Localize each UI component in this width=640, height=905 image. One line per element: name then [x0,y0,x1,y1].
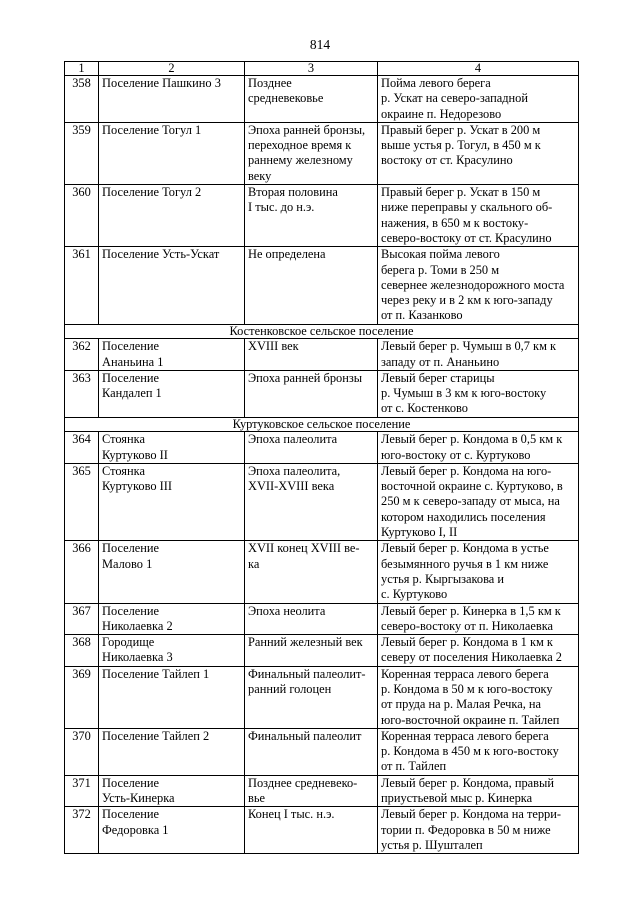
site-location-line: р. Ускат на северо-западной [381,91,528,106]
site-period [245,122,378,184]
site-location-line: выше устья р. Тогул, в 450 м к [381,138,541,153]
site-name-line: Ананьина 1 [102,354,164,369]
site-name-line: Куртуково II [102,447,168,462]
site-number: 370 [65,728,99,775]
site-name-line: Поселение [102,775,160,790]
site-location-line: р. Кондома в 50 м к юго-востоку [381,681,553,696]
site-number: 368 [65,635,99,667]
site-name-line: Николаевка 3 [102,650,173,665]
site-name [99,247,245,324]
site-location-line: от п. Казанково [381,308,463,323]
site-period [245,463,378,540]
site-location-line: от с. Костенково [381,401,468,416]
site-period-line: XVIII век [248,339,299,354]
site-number: 361 [65,247,99,324]
site-location-line: Левый берег р. Кинерка в 1,5 км к [381,603,561,618]
page-number: 814 [309,37,331,52]
table-row [65,247,579,324]
site-name-line: Поселение [102,807,160,822]
section-title: Костенковское сельское поселение [65,324,579,339]
site-location-line: безымянного ручья в 1 км ниже [381,556,549,571]
site-number: 365 [65,463,99,540]
archaeological-sites-table [64,61,579,854]
site-name [99,76,245,123]
site-location [378,370,579,417]
site-name-line: Поселение [102,541,160,556]
site-period-line: раннему железному [248,153,353,168]
site-period [245,775,378,807]
site-name-line: Усть-Кинерка [102,791,175,806]
header-col-3: 3 [245,62,378,76]
table-row [65,807,579,854]
site-period-line: Эпоха ранней бронзы, [248,122,366,137]
site-period [245,603,378,635]
site-location-line: нажения, в 650 м к востоку- [381,215,529,230]
site-location [378,635,579,667]
site-name-line: Поселение Тогул 2 [102,185,202,200]
site-name-line: Малово 1 [102,556,153,571]
site-location-line: юго-востоку от с. Куртуково [381,447,531,462]
table-row [65,339,579,371]
site-period-line: Эпоха неолита [248,603,326,618]
site-location [378,339,579,371]
site-name [99,603,245,635]
site-location [378,666,579,728]
site-location-line: от п. Тайлеп [381,759,447,774]
site-location-line: севернее железнодорожного моста [381,277,565,292]
site-location [378,185,579,247]
site-period [245,635,378,667]
site-number: 372 [65,807,99,854]
site-location-line: юго-восточной окраине п. Тайлеп [381,712,560,727]
site-name [99,463,245,540]
site-location-line: берега р. Томи в 250 м [381,262,500,277]
site-period-line: переходное время к [248,138,352,153]
table-row [65,370,579,417]
site-location-line: приустьевой мыс р. Кинерка [381,791,533,806]
site-period-line: Ранний железный век [248,635,363,650]
header-col-1: 1 [65,62,99,76]
site-name [99,370,245,417]
site-location-line: Левый берег р. Кондома на юго- [381,463,552,478]
site-name [99,635,245,667]
site-period-line: XVII конец XVIII ве- [248,541,360,556]
site-location [378,76,579,123]
site-location-line: Высокая пойма левого [381,247,500,262]
site-name-line: Стоянка [102,432,145,447]
site-number: 366 [65,541,99,603]
site-period-line: Финальный палеолит- [248,666,366,681]
site-period-line: I тыс. до н.э. [248,200,315,215]
site-period-line: XVII-XVIII века [248,479,335,494]
table-row [65,463,579,540]
site-name-line: Городище [102,635,155,650]
site-name-line: Кандалеп 1 [102,386,162,401]
site-location-line: северо-востоку от ст. Красулино [381,230,552,245]
site-name [99,122,245,184]
site-name [99,728,245,775]
site-name [99,432,245,464]
site-name [99,541,245,603]
site-period-line: Эпоха палеолита, [248,463,341,478]
site-period-line: Не определена [248,247,326,262]
site-location [378,122,579,184]
site-period-line: средневековье [248,91,324,106]
site-location-line: Левый берег р. Кондома на терри- [381,807,562,822]
site-number: 359 [65,122,99,184]
site-period-line: Вторая половина [248,185,338,200]
site-location-line: Левый берег р. Кондома в 1 км к [381,635,553,650]
site-number: 369 [65,666,99,728]
section-title: Куртуковское сельское поселение [65,417,579,432]
site-location [378,807,579,854]
header-row [65,62,579,76]
site-period [245,728,378,775]
site-name-line: Поселение Тогул 1 [102,122,202,137]
site-location-line: через реку и в 2 км к юго-западу [381,293,553,308]
site-location [378,463,579,540]
site-location-line: ниже переправы у скального об- [381,200,553,215]
site-period-line: ка [248,556,260,571]
site-period [245,76,378,123]
site-location-line: котором находились поселения [381,509,546,524]
site-number: 363 [65,370,99,417]
table-row [65,635,579,667]
table-row [65,122,579,184]
site-period [245,432,378,464]
table-row [65,432,579,464]
site-period-line: Конец I тыс. н.э. [248,807,335,822]
site-location-line: с. Куртуково [381,587,448,602]
site-name-line: Николаевка 2 [102,618,173,633]
section-header-row [65,324,579,339]
site-location-line: устья р. Кыргызакова и [381,571,505,586]
section-header-row [65,417,579,432]
site-location-line: Левый берег р. Кондома в устье [381,541,549,556]
site-location-line: Левый берег старицы [381,370,495,385]
site-period-line: вье [248,791,266,806]
site-name-line: Поселение [102,339,160,354]
site-location-line: западу от п. Ананьино [381,354,500,369]
site-period-line: ранний голоцен [248,681,332,696]
site-location-line: Левый берег р. Кондома в 0,5 км к [381,432,563,447]
table-row [65,728,579,775]
site-name [99,775,245,807]
table-row [65,666,579,728]
site-location-line: Коренная терраса левого берега [381,666,549,681]
site-location-line: тории п. Федоровка в 50 м ниже [381,822,551,837]
site-period-line: Эпоха ранней бронзы [248,370,363,385]
site-name-line: Поселение Тайлеп 1 [102,666,210,681]
site-location-line: Левый берег р. Кондома, правый [381,775,554,790]
site-location-line: окраине п. Недорезово [381,106,502,121]
site-location-line: устья р. Шушталеп [381,837,483,852]
site-name-line: Куртуково III [102,479,173,494]
header-col-4: 4 [378,62,579,76]
table-row [65,603,579,635]
site-period [245,807,378,854]
site-period [245,541,378,603]
site-location [378,603,579,635]
site-location-line: 250 м к северо-западу от мыса, на [381,494,560,509]
site-name-line: Стоянка [102,463,145,478]
site-location-line: востоку от ст. Красулино [381,153,513,168]
site-location-line: р. Чумыш в 3 км к юго-востоку [381,386,547,401]
site-period [245,370,378,417]
site-period-line: Эпоха палеолита [248,432,338,447]
table-row [65,185,579,247]
site-number: 358 [65,76,99,123]
site-number: 367 [65,603,99,635]
site-location-line: северо-востоку от п. Николаевка [381,618,554,633]
table-row [65,775,579,807]
site-name [99,339,245,371]
site-period-line: веку [248,168,272,183]
site-location-line: Правый берег р. Ускат в 200 м [381,122,541,137]
site-name [99,666,245,728]
site-location-line: Коренная терраса левого берега [381,728,549,743]
site-number: 364 [65,432,99,464]
site-number: 362 [65,339,99,371]
site-number: 371 [65,775,99,807]
table-row [65,541,579,603]
site-name-line: Поселение [102,603,160,618]
site-period-line: Позднее [248,76,292,90]
site-location [378,541,579,603]
site-location [378,432,579,464]
table-row [65,76,579,123]
site-name-line: Поселение Тайлеп 2 [102,728,210,743]
site-location-line: р. Кондома в 450 м к юго-востоку [381,744,559,759]
site-location-line: Куртуково I, II [381,525,458,540]
site-period [245,339,378,371]
site-name-line: Поселение Усть-Ускат [102,247,220,262]
site-location-line: Пойма левого берега [381,76,491,90]
site-location-line: Левый берег р. Чумыш в 0,7 км к [381,339,557,354]
site-location-line: Правый берег р. Ускат в 150 м [381,185,541,200]
site-name-line: Поселение [102,370,160,385]
site-name [99,807,245,854]
site-period [245,247,378,324]
site-location-line: северу от поселения Николаевка 2 [381,650,562,665]
site-name [99,185,245,247]
site-name-line: Федоровка 1 [102,822,169,837]
header-col-2: 2 [99,62,245,76]
site-name-line: Поселение Пашкино 3 [102,76,221,90]
site-location [378,728,579,775]
site-location-line: восточной окраине с. Куртуково, в [381,479,563,494]
site-period-line: Позднее средневеко- [248,775,358,790]
site-location-line: от пруда на р. Малая Речка, на [381,697,542,712]
site-location [378,247,579,324]
site-period [245,185,378,247]
site-period-line: Финальный палеолит [248,728,362,743]
site-period [245,666,378,728]
table-body [65,62,579,854]
site-number: 360 [65,185,99,247]
site-location [378,775,579,807]
